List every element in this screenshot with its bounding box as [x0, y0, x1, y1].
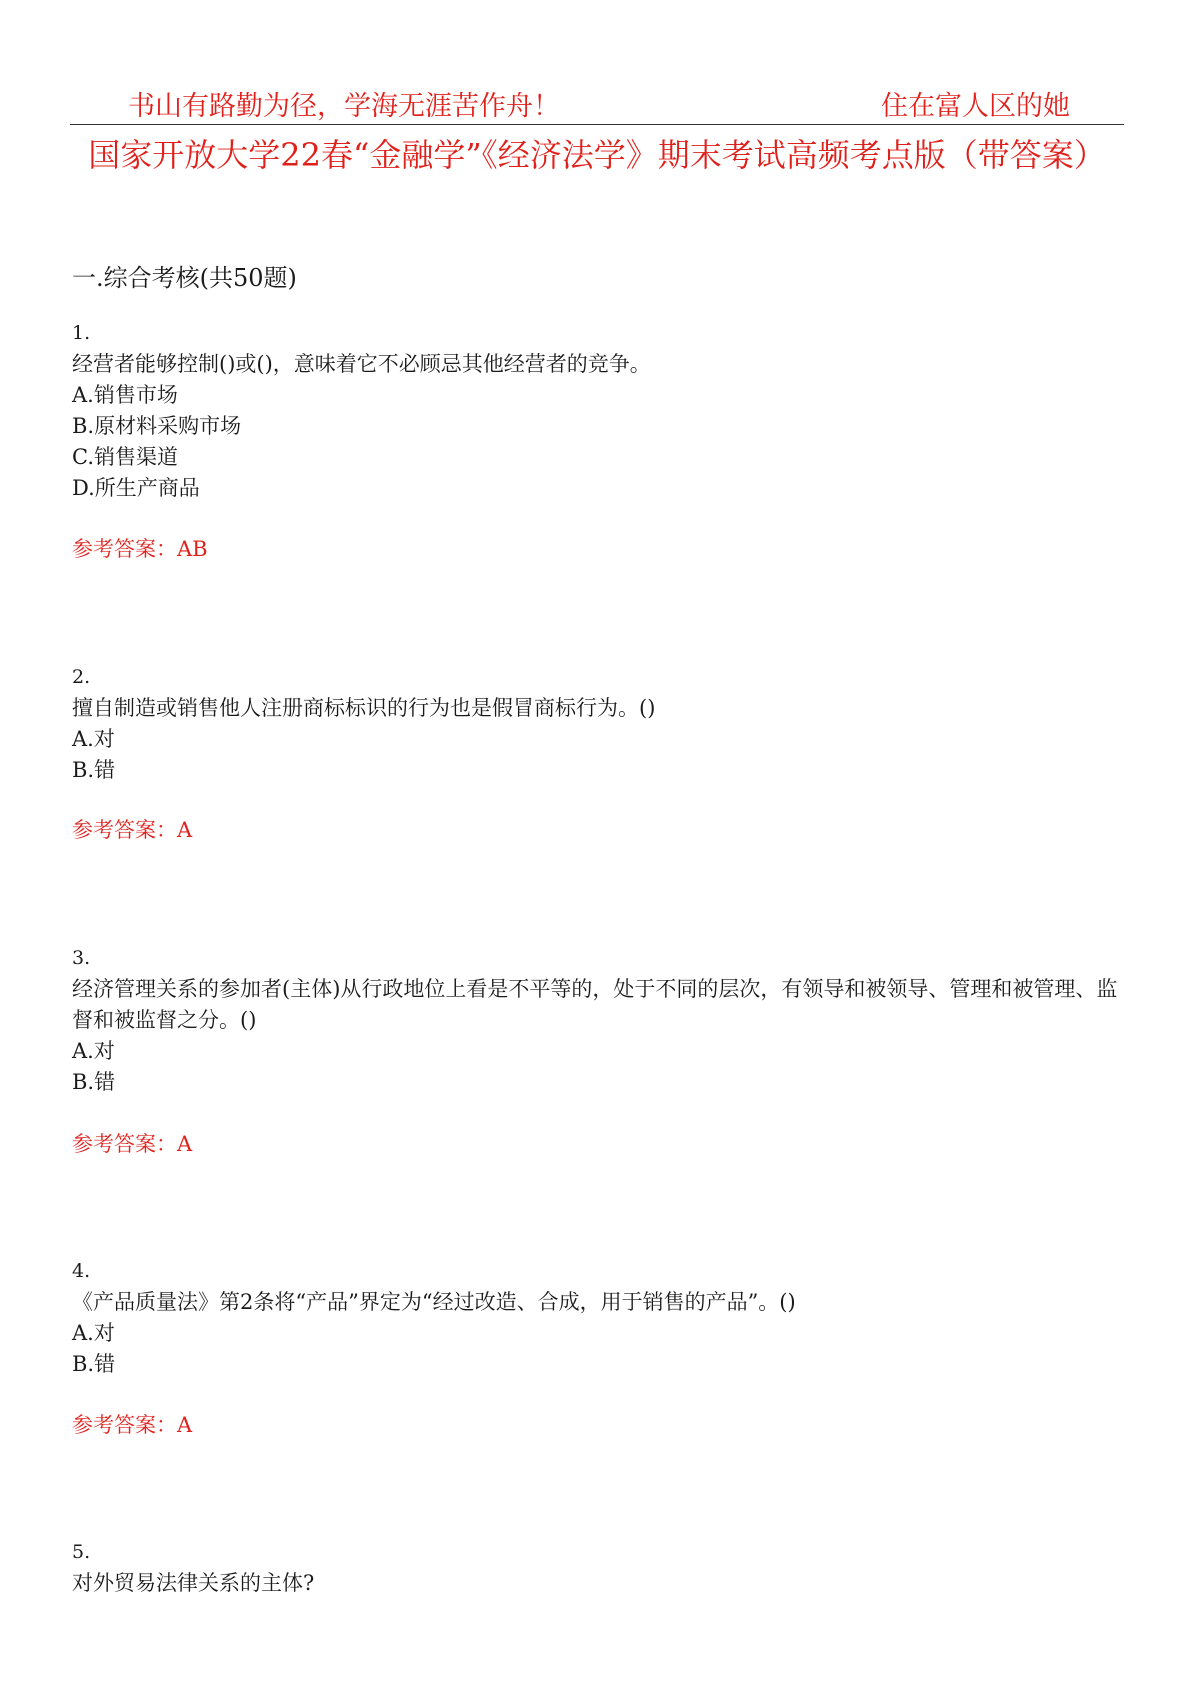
- question-1: [72, 318, 1124, 504]
- answer-value: AB: [177, 537, 208, 561]
- answer-2: [72, 814, 192, 844]
- question-text: 擅自制造或销售他人注册商标标识的行为也是假冒商标行为。(): [72, 696, 656, 720]
- question-text: 经济管理关系的参加者(主体)从行政地位上看是不平等的，处于不同的层次，有领导和被领导、管理和被管理、监督和被监督之分。(): [72, 977, 1118, 1032]
- question-text: 对外贸易法律关系的主体?: [72, 1571, 315, 1595]
- header-motto: 书山有路勤为径，学海无涯苦作舟！: [128, 91, 560, 122]
- answer-1: [72, 533, 208, 563]
- option-a: A.销售市场: [72, 383, 178, 407]
- document-title: 国家开放大学22春“金融学”《经济法学》期末考试高频考点版（带答案）: [88, 136, 1106, 174]
- answer-value: A: [177, 1132, 193, 1156]
- answer-label: 参考答案：: [72, 818, 177, 842]
- question-number: 2.: [72, 666, 91, 688]
- question-number: 5.: [72, 1541, 91, 1563]
- answer-label: 参考答案：: [72, 537, 177, 561]
- question-text: 《产品质量法》第2条将“产品”界定为“经过改造、合成，用于销售的产品”。(): [72, 1290, 796, 1314]
- option-a: A.对: [72, 1321, 115, 1345]
- answer-label: 参考答案：: [72, 1132, 177, 1156]
- header-author: 住在富人区的她: [881, 91, 1070, 122]
- answer-value: A: [177, 818, 193, 842]
- answer-value: A: [177, 1413, 193, 1437]
- option-a: A.对: [72, 1039, 115, 1063]
- question-3: [72, 943, 1124, 1098]
- page-header: [70, 78, 1124, 125]
- answer-label: 参考答案：: [72, 1413, 177, 1437]
- option-b: B.错: [72, 758, 116, 782]
- option-b: B.错: [72, 1070, 116, 1094]
- option-a: A.对: [72, 727, 115, 751]
- question-5: [72, 1537, 1124, 1599]
- question-text: 经营者能够控制()或()，意味着它不必顾忌其他经营者的竞争。: [72, 352, 651, 376]
- question-number: 4.: [72, 1260, 91, 1282]
- question-number: 1.: [72, 322, 91, 344]
- answer-3: [72, 1128, 192, 1158]
- option-c: C.销售渠道: [72, 445, 178, 469]
- answer-4: [72, 1409, 192, 1439]
- option-b: B.原材料采购市场: [72, 414, 242, 438]
- section-heading: 一.综合考核(共50题): [72, 264, 297, 292]
- question-2: [72, 662, 1124, 786]
- question-4: [72, 1256, 1124, 1380]
- question-number: 3.: [72, 947, 91, 969]
- option-b: B.错: [72, 1352, 116, 1376]
- option-d: D.所生产商品: [72, 476, 200, 500]
